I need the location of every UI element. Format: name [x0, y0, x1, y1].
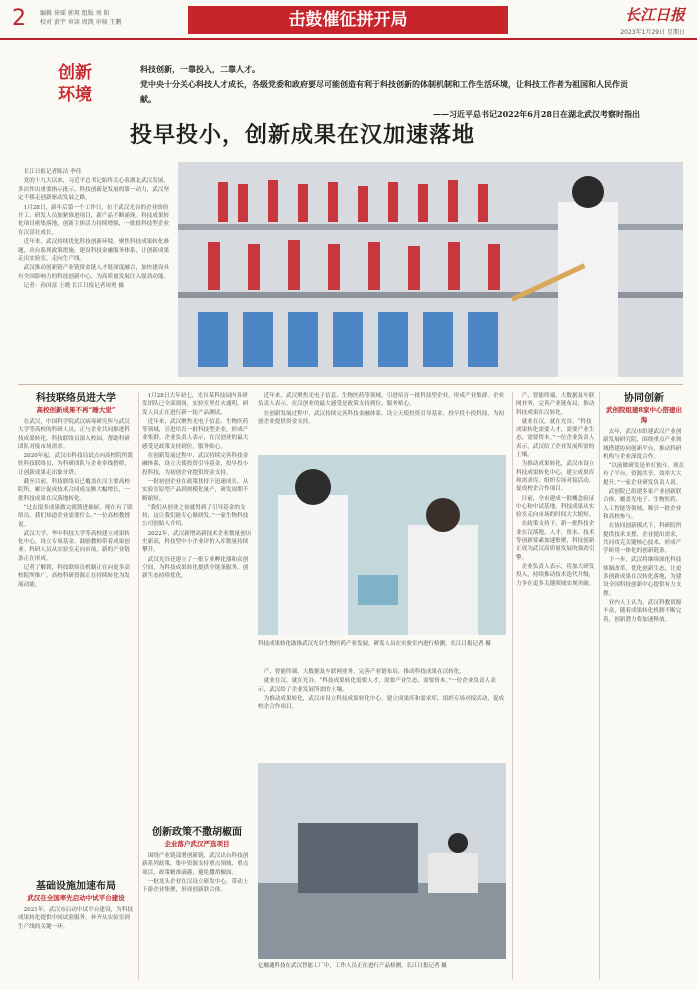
quote-box — [140, 62, 640, 122]
intro-paragraph: 武汉推动创新链产业链资金链人才链深度融合，加快建设具有全国影响力的科技创新中心，为高质量发展注入强劲动能。 — [18, 265, 170, 280]
column-2b-paragraph: 围绕产业链部署创新链，武汉出台科技创新系列政策，集中资源支持重点领域、重点项目，政策精准滴灌，避免撒胡椒面。 — [142, 853, 249, 876]
intro-paragraph: 长江日报记者陈洁 李佳 — [23, 169, 82, 175]
photo-3-caption: 亿咖通科技在武汉智能工厂中，工作人员正在进行产品检测。长江日报记者 摄 — [258, 963, 447, 969]
column-4 — [603, 392, 685, 980]
column-2-paragraph: 在创新发展过程中，武汉持续完善科技金融体系，设立天使投资引导基金，投早投小投科技，为初创企业提供资金支持。 — [142, 453, 249, 476]
column-4-paragraph: 去年，武汉市组建武汉产业创新发展研究院，围绕重点产业领域搭建协同创新平台，推动科研机构与企业深度合作。 — [603, 429, 682, 460]
column-4-subheading: 武创院组建8家中心搭建出海 — [605, 406, 683, 424]
column-2-paragraph: 1月28日大年初七，光谷某科技园内各研发团队已全部到岗，实验室里灯火通明。研发人员正在进行新一轮产品测试。 — [142, 393, 249, 416]
column-divider — [512, 392, 513, 980]
center-top-paragraph: 近年来，武汉聚焦光电子信息、生物医药等领域，引进培育一批科技型企业，形成产业集群。企业负责人表示，在汉创业的最大感受是政策支持到位，服务贴心。 — [258, 393, 505, 408]
column-2b-paragraph: 一批龙头企业在汉设立研发中心，带动上下游企业集聚，形成创新联合体。 — [142, 878, 249, 894]
section-divider — [18, 384, 683, 385]
editors-info — [40, 9, 122, 27]
column-4-paragraph: 在协同创新模式下，科研院所提供技术支撑，企业提出需求，共同攻克关键核心技术，形成产学研用一体化的创新链条。 — [603, 523, 682, 555]
column-2b — [142, 826, 252, 980]
center-top-paragraph: 在创新发展过程中，武汉持续完善科技金融体系，设立天使投资引导基金，投早投小投科技，为初创企业提供资金支持。 — [258, 410, 505, 425]
column-3-paragraph: 产、智能终端，大数据及车联网业务，完善产业链布局，推动科技成果在汉转化。 — [516, 393, 595, 416]
column-3-paragraph: 企业负责人表示，将加大研发投入，持续推动技术迭代升级，力争在更多关键领域实现突破。 — [516, 563, 595, 587]
column-2b-subheading: 企业落户武汉严选项目 — [164, 840, 230, 848]
page-headline: 投早投小，创新成果在汉加速落地 — [130, 123, 476, 148]
column-1-heading: 科技联络员进大学 — [36, 393, 116, 404]
column-1b — [18, 880, 134, 980]
column-1-paragraph: 记者了解到，科技联络员机制正在向更多高校院所推广，高校科研资源正在持续转化为发展动能。 — [18, 565, 130, 588]
column-1-subheading: 高校创新成果不再“睡大觉” — [36, 406, 116, 414]
center-mid-paragraph: 产、智能终端，大数据及车联网业务，完善产业链布局，推动科技成果在汉转化。 — [263, 669, 465, 675]
issue-date: 2023年1月29日 星期日 — [620, 29, 685, 36]
intro-paragraph: 1月28日，新年后第一个工作日，位于武汉光谷的企业纷纷开工，研发人员加紧推进项目，新产品不断涌现。科技成果转化项目密集落地，创新主体活力持续增强，一批批科技型企业在汉茁壮成长。 — [18, 204, 170, 236]
column-4-heading: 协同创新 — [624, 393, 664, 404]
page-number: 2 — [12, 6, 26, 31]
quote-line-2: 党中央十分关心科技人才成长，各级党委和政府要尽可能创造有利于科技创新的体制机制和工作生活环境，让科技工作者为祖国和人民作贡献。 — [140, 79, 628, 104]
column-2-paragraph: 2022年，武汉新增高新技术企业数量创历史新高，科技型中小企业评价入库数量持续攀升。 — [142, 530, 252, 554]
column-4-paragraph: “以前做研发是单打独斗，现在有了平台，资源共享，效率大大提升。”一家企业研发负责人说。 — [603, 463, 685, 486]
researchers-illustration — [258, 455, 506, 635]
column-1-paragraph: 在武汉，中国科学院武汉病毒研究所与武汉大学等高校的科研人员，正与企业共同推进科技成果转化。科技联络员深入校园，帮助科研团队对接市场需求。 — [18, 419, 130, 450]
column-1b-paragraph: 2021年，武汉市启动中试平台建设，为科技成果转化提供中间试验服务，补齐从实验室到生产线的关键一环。 — [18, 907, 133, 930]
center-mid-paragraph: 为推动成果转化，武汉市设立科技成果转化中心，建立成果库和需求库，组织专场对接活动，促成校企合作项目。 — [258, 695, 505, 711]
center-text-top — [258, 392, 506, 450]
factory-photo — [258, 763, 506, 959]
column-1-paragraph: 截至目前，科技联络员已覆盖在汉主要高校院所，累计促成技术合同成交额大幅增长，一批科技成果在汉落地转化。 — [18, 479, 130, 502]
factory-illustration — [258, 763, 506, 959]
column-3-paragraph: 就业在汉，就在光谷。“科技成果转化需要人才，需要产业生态，需要资本。”一位企业负责人表示，武汉给了企业发展所需的土壤。 — [516, 418, 595, 459]
column-4-paragraph: 下一步，武汉将继续深化科技体制改革，优化创新生态，让更多创新成果在汉转化落地，为建设全国科技创新中心提供有力支撑。 — [603, 557, 682, 597]
main-lab-photo — [178, 162, 683, 377]
column-2-paragraph: 武汉光谷还建立了一批专业孵化器和众创空间，为科技成果转化提供全链条服务，创新生态持续优化。 — [142, 556, 249, 580]
column-divider — [138, 392, 139, 980]
lab-researchers-photo — [258, 455, 506, 635]
column-3-paragraph: 为推动成果转化，武汉市设立科技成果转化中心，建立成果库和需求库，组织专场对接活动，促成校企合作项目。 — [516, 461, 595, 493]
intro-paragraph: 记者：孙国富 王晓 长江日报记者周勇 摄 — [23, 283, 125, 290]
column-4-paragraph: 业内人士认为，武汉科教资源丰富，随着成果转化机制不断完善，创新潜力将加速释放。 — [603, 599, 682, 623]
lab-shelves-illustration — [178, 162, 683, 377]
column-2-paragraph: 一批初创企业在政策扶持下迅速成长，从实验室原型产品到规模化量产，研发周期不断缩短。 — [142, 478, 249, 502]
center-text-mid — [258, 668, 506, 758]
section-tag: 创新环境 — [58, 63, 92, 105]
newspaper-logo: 长江日报 — [624, 6, 685, 24]
intro-paragraph: 近年来，武汉持续优化科技创新环境，聚焦科技成果转化难题，出台系列政策措施，建设科技金融服务体系，让创新成果走出实验室，走向生产线。 — [18, 239, 170, 263]
column-3-paragraph: 在政策支持下，新一批科技企业在汉落地，人才、资本、技术等创新要素加速集聚，科技创新正成为武汉高质量发展的强劲引擎。 — [516, 521, 595, 561]
masthead — [0, 0, 697, 40]
quote-source: ——习近平总书记2022年6月28日在湖北武汉考察时指出 — [433, 109, 640, 119]
column-divider — [599, 392, 600, 980]
column-2b-heading: 创新政策不撒胡椒面 — [152, 827, 242, 838]
column-1-paragraph: 2020年起，武汉市科技局试点向高校院所派驻科技联络员，为科研团队与企业牵线搭桥，让创新成果走出象牙塔。 — [18, 453, 133, 476]
column-3 — [516, 392, 596, 980]
column-2-paragraph: 近年来，武汉聚焦光电子信息、生物医药等领域，引进培育一批科技型企业，形成产业集群。企业负责人表示，在汉创业的最大感受是政策支持到位，服务贴心。 — [142, 418, 249, 450]
editors-line-2: 校对 黄宇 审读 周凯 审核 王鹏 — [40, 19, 122, 26]
column-3-paragraph: 目前，全市建成一批概念验证中心和中试基地，科技成果从实验室走向市场的时间大大缩短。 — [516, 495, 595, 519]
editors-line-1: 编辑 徐瑶 郭爽 组版 刘 阳 — [40, 10, 110, 17]
column-1-paragraph: 武汉大学、华中科技大学等高校建立成果转化中心，设立专项基金，鼓励教师带着成果创业。科研人员从实验室走向市场，新的产业链条正在形成。 — [18, 530, 130, 562]
column-1b-heading: 基础设施加速布局 — [36, 881, 116, 892]
column-1b-subheading: 武汉在全国率先启动中试平台建设 — [27, 894, 125, 902]
column-4-paragraph: 武创院已组建多家产业创新联合体，覆盖光电子、生物医药、人工智能等领域，吸引一批企业和高校参与。 — [603, 489, 682, 520]
column-2-paragraph: “我们从创业之初就得到了引导基金的支持，这让我们能专心做研发。”一家生物科技公司创始人介绍。 — [142, 504, 249, 528]
intro-paragraph: 党的十九大以来，习近平总书记始终关心着湖北武汉发展，多次作出重要指示批示。科技创新是发展的第一动力，武汉坚定不移走创新驱动发展之路。 — [18, 178, 170, 202]
quote-line-1: 科技创新，一靠投入，二靠人才。 — [140, 64, 260, 74]
intro-text — [18, 168, 170, 292]
center-mid-paragraph: 就业在汉，就在光谷。“科技成果转化需要人才，需要产业生态，需要资本。”一位企业负责人表示，武汉给了企业发展所需的土壤。 — [258, 678, 496, 693]
column-2 — [142, 392, 252, 822]
column-1 — [18, 392, 134, 774]
photo-2-caption: 科技成果转化助推武汉光谷生物医药产业发展，研发人员在实验室内进行检测。长江日报记者 摄 — [258, 641, 491, 647]
column-1-paragraph: “过去很多成果做完就锁进抽屉，现在有了联络员，我们知道企业需要什么。”一位高校教授说。 — [18, 504, 133, 528]
section-banner: 击鼓催征拼开局 — [188, 6, 508, 34]
